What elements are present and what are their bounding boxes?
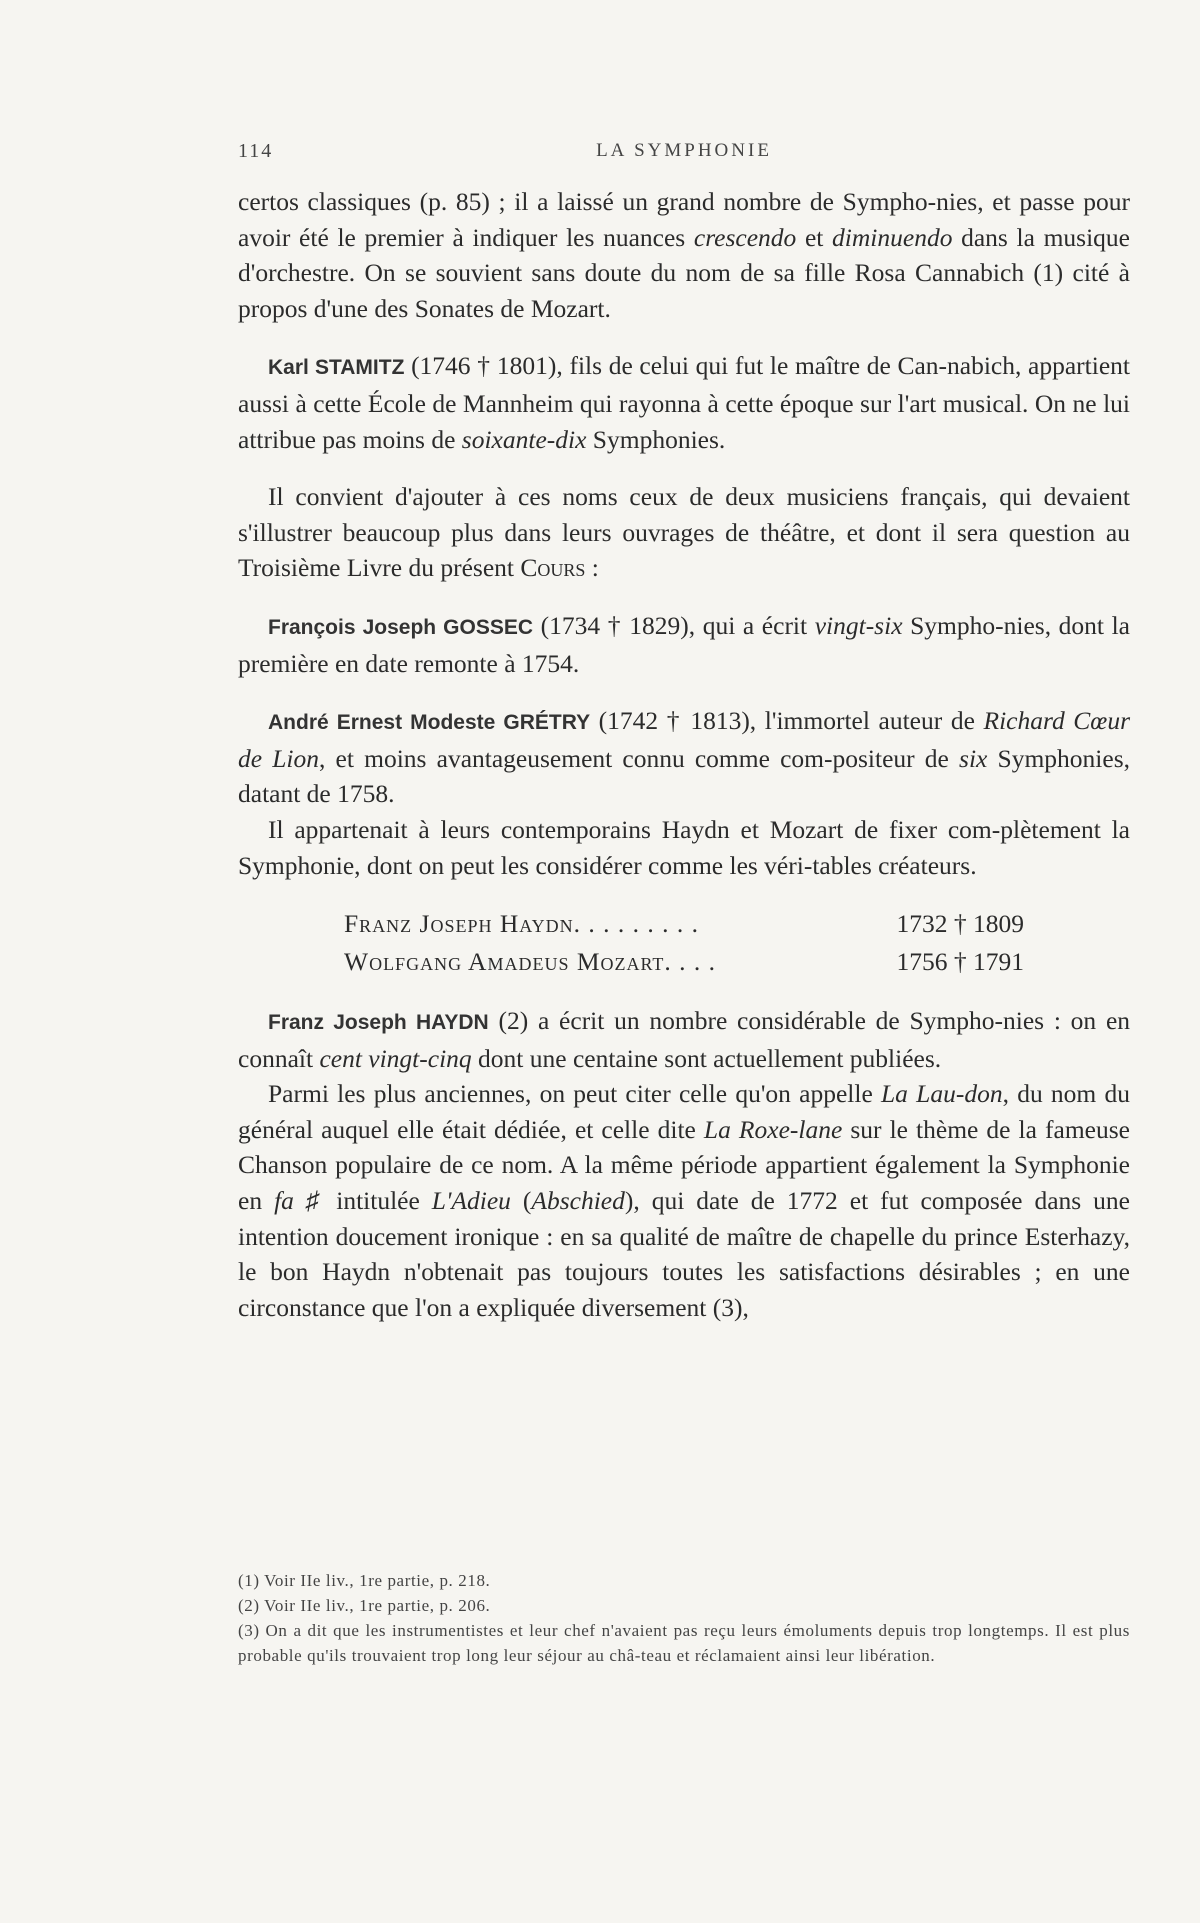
- composer-name: Franz Joseph HAYDN: [268, 1011, 489, 1035]
- paragraph-haydn-mozart: Il appartenait à leurs contemporains Haydn et Mozart de fixer com-plètement la Symphonie, dont on peut les considérer comme les véri-tables créateurs.: [238, 814, 1130, 880]
- running-title: LA SYMPHONIE: [596, 140, 772, 161]
- paragraph-cannabich: certos classiques (p. 85) ; il a laissé un grand nombre de Sympho-nies, et passe pour avoir été le premier à indiquer les nuances crescendo et diminuendo dans la musique d'orchestre. On se souvient sans doute du nom de sa fille Rosa Cannabich (1) cité à propos d'une des Sonates de Mozart.: [238, 187, 1130, 323]
- composer-name: André Ernest Modeste GRÉTRY: [268, 711, 591, 735]
- paragraph-french-musicians: Il convient d'ajouter à ces noms ceux de deux musiciens français, qui devaient s'illustrer beaucoup plus dans leurs ouvrages de théâtre, et dont il sera question au Troisième Livre du présent Cours :: [238, 482, 1130, 583]
- main-text: [238, 184, 1130, 1325]
- chronology-name: Wolfgang Amadeus Mozart. . . .: [344, 947, 717, 977]
- footnote: (1) Voir IIe liv., 1re partie, p. 218.: [238, 1571, 491, 1590]
- chronology-dates: 1732 † 1809: [896, 909, 1024, 939]
- chronology-row: [344, 943, 1024, 981]
- paragraph-haydn: Franz Joseph HAYDN (2) a écrit un nombre considérable de Sympho-nies : on en connaît cent vingt-cinq dont une centaine sont actuellement publiées.: [238, 1006, 1131, 1073]
- paragraph-stamitz: Karl STAMITZ (1746 † 1801), fils de celui qui fut le maître de Can-nabich, appartient aussi à cette École de Mannheim qui rayonna à cette époque sur l'art musical. On ne lui attribue pas moins de soixante-dix Symphonies.: [238, 351, 1130, 454]
- composer-name: Karl STAMITZ: [268, 356, 405, 380]
- page-header: [238, 140, 1130, 170]
- chronology-row: [344, 905, 1024, 943]
- chronology-table: [344, 905, 1024, 981]
- chronology-dates: 1756 † 1791: [896, 947, 1024, 977]
- composer-name: François Joseph GOSSEC: [268, 615, 534, 639]
- page-number: 114: [238, 140, 274, 162]
- footnote: (3) On a dit que les instrumentistes et leur chef n'avaient pas reçu leurs émoluments depuis trop longtemps. Il est plus probable qu'ils trouvaient trop long leur séjour au châ-teau et réclamaient ainsi leur libération.: [238, 1621, 1130, 1665]
- footnote: (2) Voir IIe liv., 1re partie, p. 206.: [238, 1596, 491, 1615]
- chronology-name: Franz Joseph Haydn. . . . . . . . .: [344, 909, 700, 939]
- paragraph-gretry: André Ernest Modeste GRÉTRY (1742 † 1813), l'immortel auteur de Richard Cœur de Lion, et moins avantageusement connu comme com-positeur de six Symphonies, datant de 1758.: [238, 706, 1131, 809]
- footnotes: [238, 1568, 1130, 1668]
- paragraph-haydn-symphonies: Parmi les plus anciennes, on peut citer celle qu'on appelle La Lau-don, du nom du général auquel elle était dédiée, et celle dite La Roxe-lane sur le thème de la fameuse Chanson populaire de ce nom. A la même période appartient également la Symphonie en fa ♯ intitulée L'Adieu (Abschied), qui date de 1772 et fut composée dans une intention doucement ironique : en sa qualité de maître de chapelle du prince Esterhazy, le bon Haydn n'obtenait pas toujours toutes les satisfactions désirables ; en une circonstance que l'on a expliquée diversement (3),: [238, 1079, 1130, 1322]
- paragraph-gossec: François Joseph GOSSEC (1734 † 1829), qui a écrit vingt-six Sympho-nies, dont la première en date remonte à 1754.: [238, 610, 1130, 678]
